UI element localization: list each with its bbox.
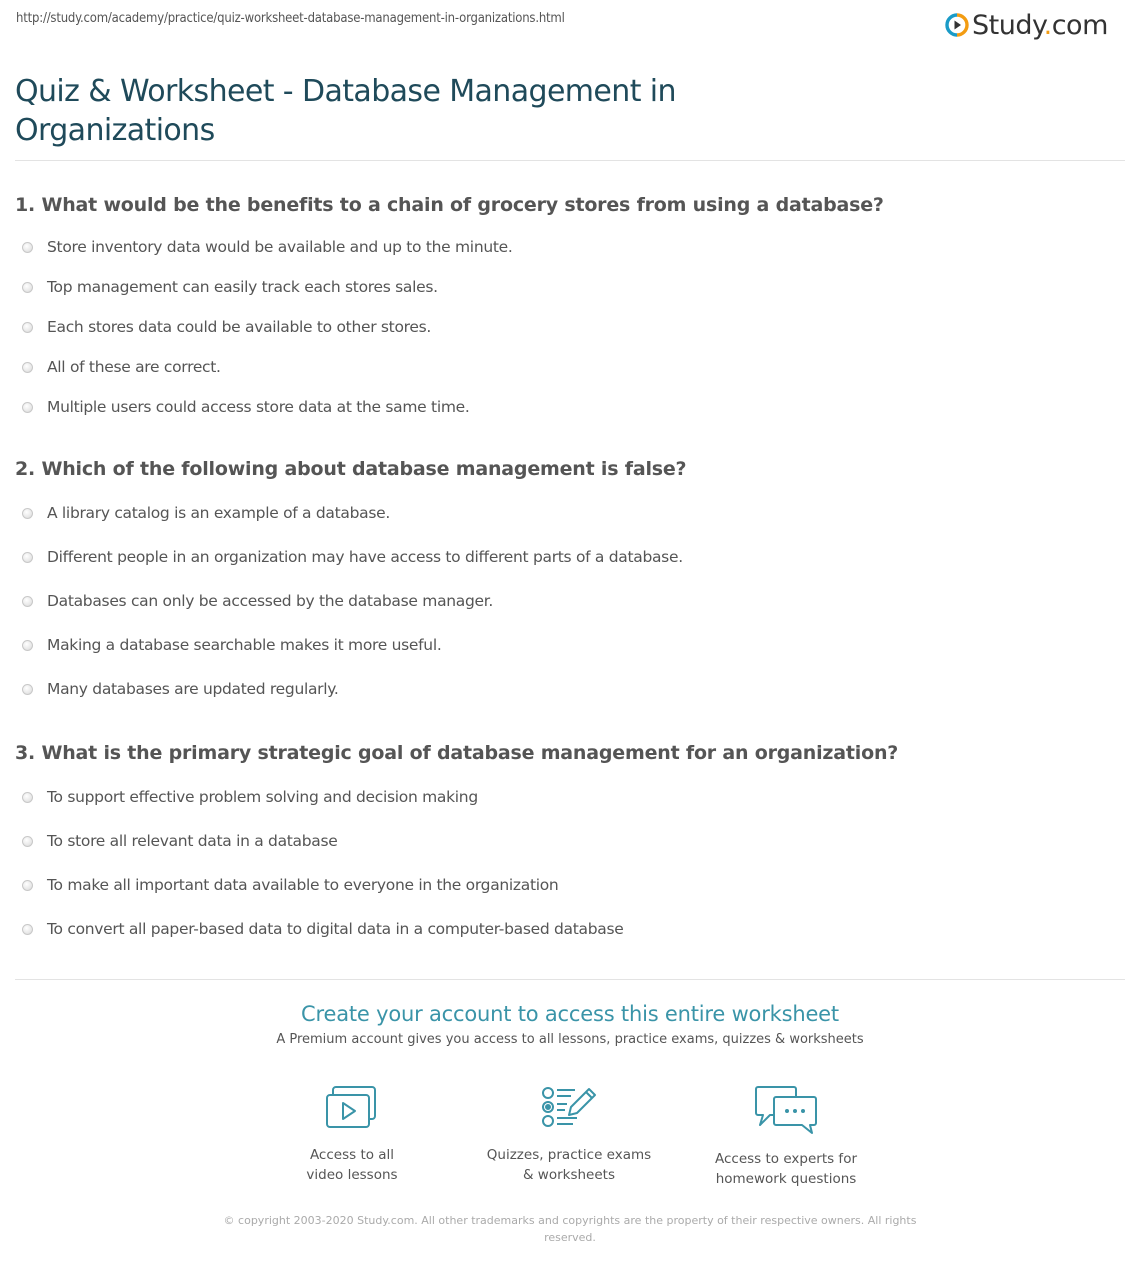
premium-description: A Premium account gives you access to all lessons, practice exams, quizzes & worksheets [276,1032,864,1047]
radio-button[interactable] [22,322,33,333]
copyright-footer: © copyright 2003-2020 Study.com. All other trademarks and copyrights are the property of their respective owners. All rights reserved. [223,1214,917,1244]
radio-button[interactable] [22,924,33,935]
radio-button[interactable] [22,596,33,607]
answer-option[interactable]: Each stores data could be available to other stores. [22,307,513,347]
answer-option[interactable]: Top management can easily track each stores sales. [22,267,513,307]
create-account-link[interactable]: Create your account to access this entire worksheet [301,1002,839,1026]
question-1: 1. What would be the benefits to a chain of grocery stores from using a database? [15,194,884,216]
radio-button[interactable] [22,792,33,803]
feature-experts [686,1085,886,1189]
question-3-answers [22,775,623,951]
answer-option[interactable]: Making a database searchable makes it more useful. [22,623,683,667]
question-3: 3. What is the primary strategic goal of database management for an organization? [15,742,899,764]
radio-button[interactable] [22,552,33,563]
answer-option[interactable]: Store inventory data would be available and up to the minute. [22,227,513,267]
radio-button[interactable] [22,402,33,413]
answer-option[interactable]: Multiple users could access store data at the same time. [22,387,513,427]
feature-label: Quizzes, practice exams & worksheets [486,1147,652,1183]
play-circle-logo-icon [945,13,969,37]
logo-wordmark: Study.com [972,9,1108,41]
answer-option[interactable]: Different people in an organization may have access to different parts of a database. [22,535,683,579]
feature-label: Access to experts for homework questions [714,1151,857,1187]
radio-button[interactable] [22,508,33,519]
page-url: http://study.com/academy/practice/quiz-worksheet-database-management-in-organizations.html [16,11,565,26]
answer-option[interactable]: To convert all paper-based data to digital data in a computer-based database [22,907,623,951]
radio-button[interactable] [22,640,33,651]
answer-option[interactable]: Databases can only be accessed by the database manager. [22,579,683,623]
answer-option[interactable]: To store all relevant data in a database [22,819,623,863]
answer-option[interactable]: To support effective problem solving and decision making [22,775,623,819]
video-lessons-icon [325,1085,379,1131]
radio-button[interactable] [22,362,33,373]
answer-option[interactable]: To make all important data available to everyone in the organization [22,863,623,907]
feature-label: Access to all video lessons [306,1147,398,1183]
answer-option[interactable]: A library catalog is an example of a database. [22,491,683,535]
answer-option[interactable]: Many databases are updated regularly. [22,667,683,711]
feature-video-lessons [252,1085,452,1185]
radio-button[interactable] [22,242,33,253]
question-2-answers [22,491,683,711]
radio-button[interactable] [22,282,33,293]
header-divider [15,160,1125,161]
quiz-checklist-icon [541,1085,597,1131]
chat-bubbles-icon [754,1085,818,1135]
radio-button[interactable] [22,836,33,847]
radio-button[interactable] [22,880,33,891]
question-2: 2. Which of the following about database management is false? [15,458,687,480]
page-title: Quiz & Worksheet - Database Management in Organizations [15,74,676,148]
feature-quizzes [469,1085,669,1185]
study-logo[interactable] [945,8,1108,42]
question-1-answers [22,227,513,427]
radio-button[interactable] [22,684,33,695]
answer-option[interactable]: All of these are correct. [22,347,513,387]
section-divider [15,979,1125,980]
